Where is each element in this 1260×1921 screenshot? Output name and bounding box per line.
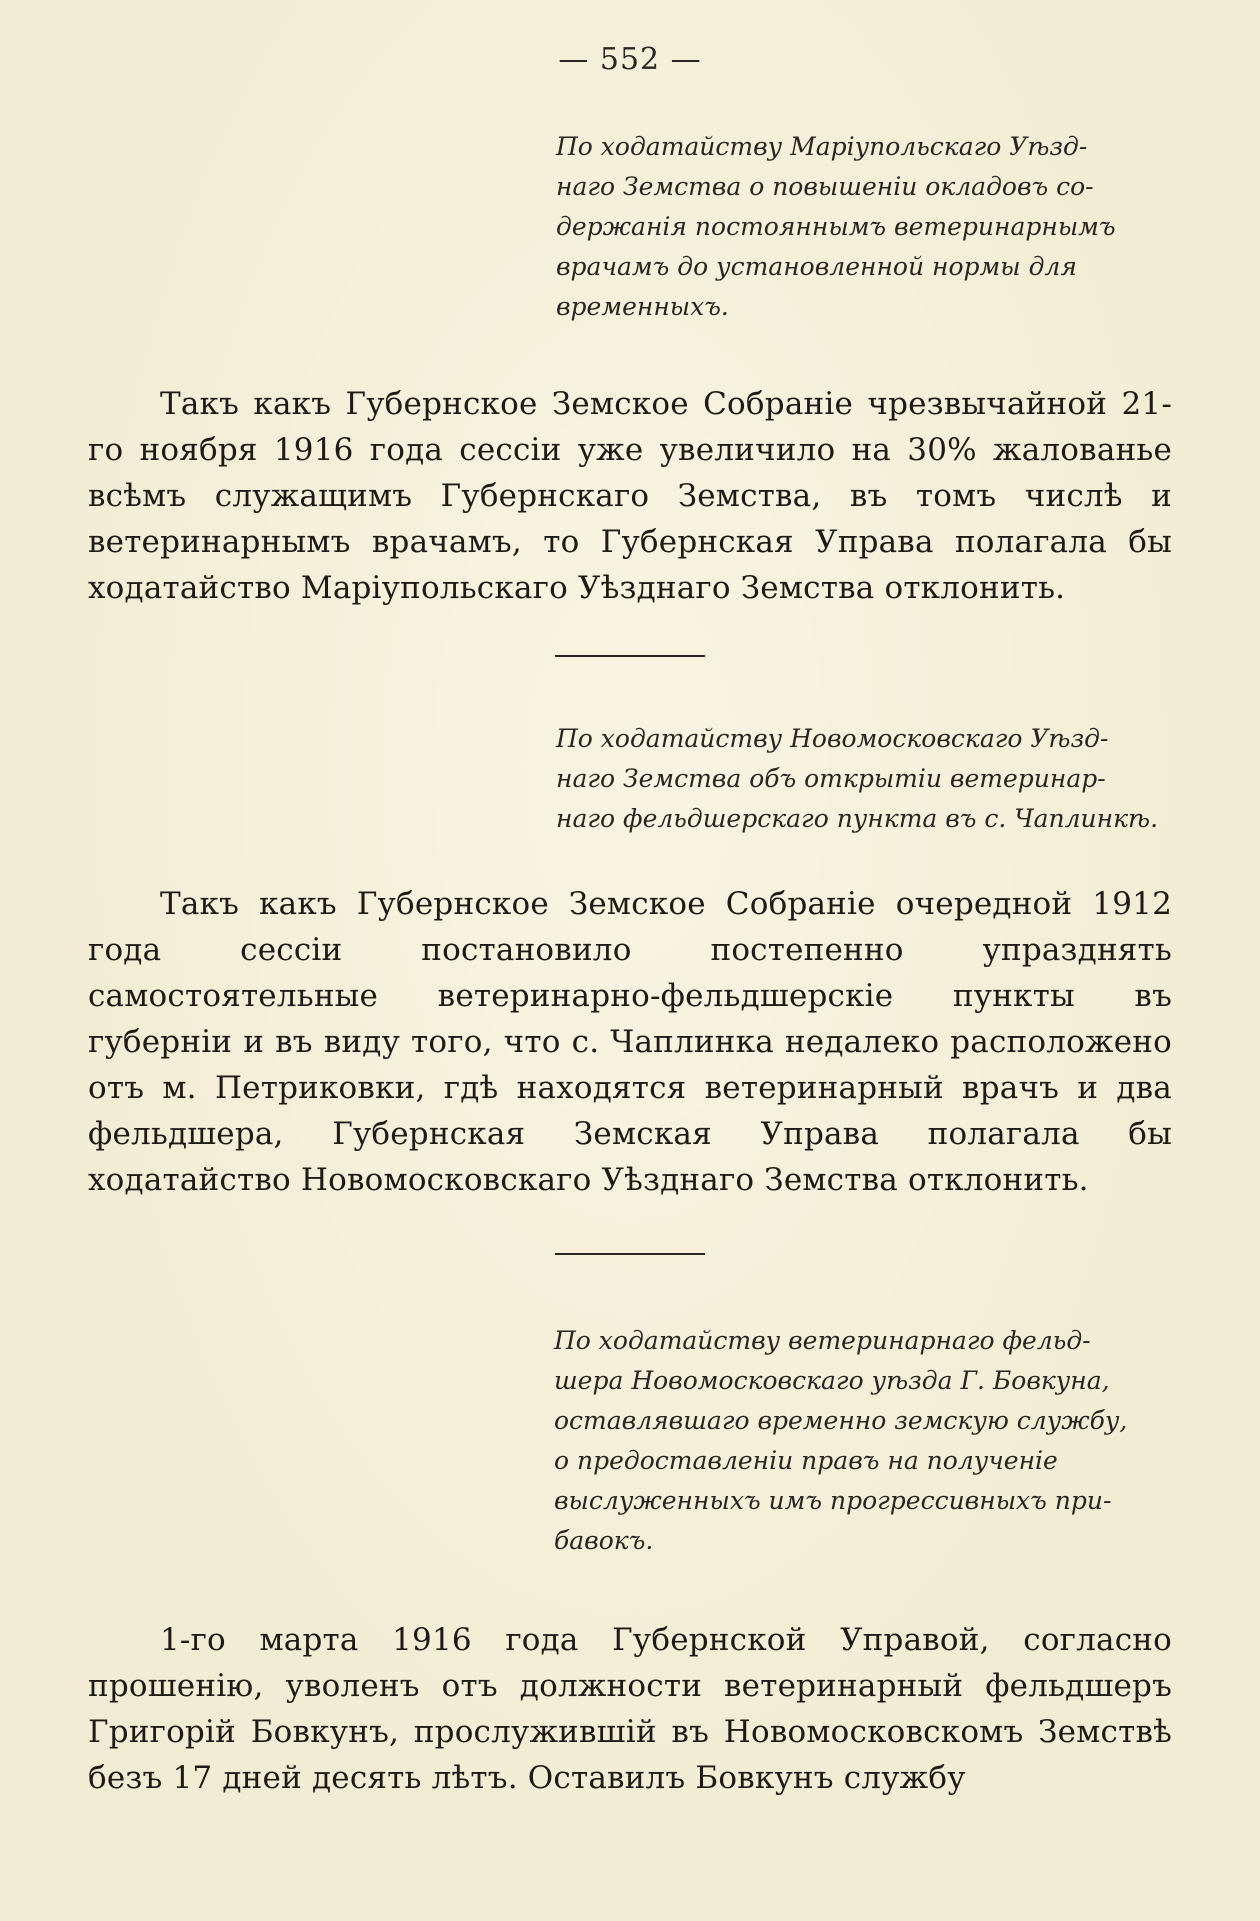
body-paragraph-mariupol: Такъ какъ Губернское Земское Собраніе чрезвычайной 21-го ноября 1916 года сессіи уже увеличило на 30% жалованье всѣмъ служащимъ Губернскаго Земства, въ томъ числѣ и ветеринарнымъ врачамъ, то Губернская Управа полагала бы ходатайство Маріупольскаго Уѣзднаго Земства отклонить. — [88, 386, 1172, 606]
heading-line: временныхъ. — [556, 292, 729, 321]
body-paragraph-novomoskovsk: Такъ какъ Губернское Земское Собраніе очередной 1912 года сессіи постановило постепенно упразднять самостоятельные ветеринарно-фельдшерскіе пункты въ губерніи и въ виду того, что с. Чаплинка недалеко расположено отъ м. Петриковки, гдѣ находятся ветеринарный врачъ и два фельдшера, Губернская Земская Управа полагала бы ходатайство Новомосковскаго Уѣзднаго Земства отклонить. — [88, 886, 1172, 1198]
heading-line: о предоставленіи правъ на полученіе — [554, 1446, 1058, 1475]
section-heading-mariupol — [556, 127, 1172, 327]
section-divider — [555, 655, 705, 657]
heading-line: наго фельдшерскаго пункта въ с. Чаплинкѣ. — [556, 804, 1159, 833]
section-heading-novomoskovsk — [556, 719, 1172, 839]
page-number: — 552 — — [558, 42, 702, 77]
heading-line: По ходатайству Новомосковскаго Уѣзд- — [556, 724, 1109, 753]
heading-line: выслуженныхъ имъ прогрессивныхъ при- — [554, 1486, 1112, 1515]
section-heading-bovkun — [554, 1321, 1172, 1561]
heading-line: бавокъ. — [554, 1526, 654, 1555]
heading-line: По ходатайству Маріупольскаго Уѣзд- — [556, 132, 1088, 161]
heading-line: наго Земства объ открытіи ветеринар- — [556, 764, 1106, 793]
heading-line: шера Новомосковскаго уѣзда Г. Бовкуна, — [554, 1366, 1110, 1395]
heading-line: оставлявшаго временно земскую службу, — [554, 1406, 1128, 1435]
heading-line: держанія постояннымъ ветеринарнымъ — [556, 212, 1116, 241]
heading-line: врачамъ до установленной нормы для — [556, 252, 1077, 281]
body-paragraph-bovkun: 1-го марта 1916 года Губернской Управой, согласно прошенію, уволенъ отъ должности ветеринарный фельдшеръ Григорій Бовкунъ, прослужившій въ Новомосковскомъ Земствѣ безъ 17 дней десять лѣтъ. Оставилъ Бовкунъ службу — [88, 1622, 1172, 1796]
heading-line: наго Земства о повышеніи окладовъ со- — [556, 172, 1094, 201]
heading-line: По ходатайству ветеринарнаго фельд- — [554, 1326, 1091, 1355]
section-divider — [555, 1253, 705, 1255]
